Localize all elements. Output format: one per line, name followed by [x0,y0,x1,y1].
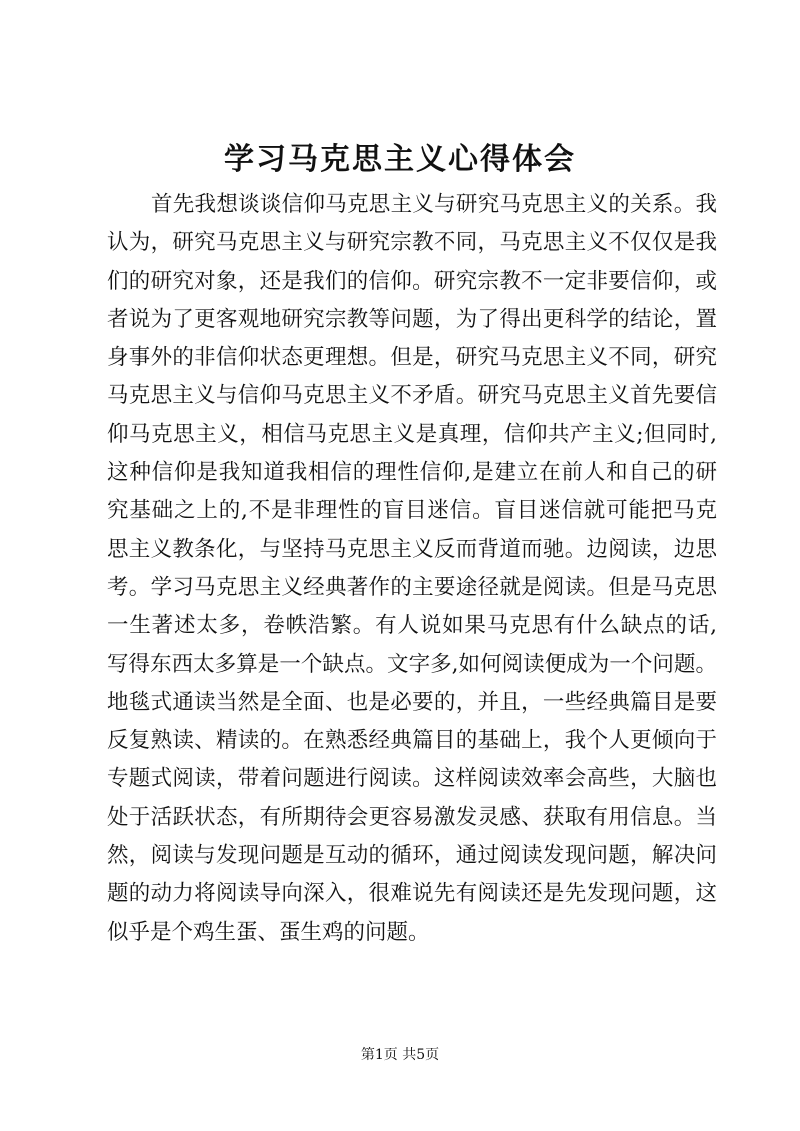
body-line: 反复熟读、精读的。在熟悉经典篇目的基础上，我个人更倾向于 [107,728,717,754]
body-line: 们的研究对象，还是我们的信仰。研究宗教不一定非要信仰，或 [107,268,717,294]
document-body [107,186,717,952]
body-line: 似乎是个鸡生蛋、蛋生鸡的问题。 [107,919,430,945]
body-line: 一生著述太多，卷帙浩繁。有人说如果马克思有什么缺点的话, [107,613,717,639]
body-line: 考。学习马克思主义经典著作的主要途径就是阅读。但是马克思 [107,574,717,600]
body-line: 地毯式通读当然是全面、也是必要的，并且，一些经典篇目是要 [107,689,717,715]
page-footer: 第1页 共5页 [360,1047,440,1063]
body-line: 处于活跃状态，有所期待会更容易激发灵感、获取有用信息。当 [107,804,717,830]
document-title: 学习马克思主义心得体会 [224,142,576,177]
body-line: 写得东西太多算是一个缺点。文字多,如何阅读便成为一个问题。 [107,651,717,677]
body-line: 仰马克思主义，相信马克思主义是真理，信仰共产主义;但同时, [107,421,717,447]
body-line: 认为，研究马克思主义与研究宗教不同，马克思主义不仅仅是我 [107,230,717,256]
body-line: 这种信仰是我知道我相信的理性信仰,是建立在前人和自己的研 [107,460,717,486]
body-line: 究基础之上的,不是非理性的盲目迷信。盲目迷信就可能把马克 [107,498,717,524]
body-line: 专题式阅读，带着问题进行阅读。这样阅读效率会高些，大脑也 [107,766,717,792]
body-line: 首先我想谈谈信仰马克思主义与研究马克思主义的关系。我 [151,192,717,217]
body-line: 题的动力将阅读导向深入，很难说先有阅读还是先发现问题，这 [107,881,717,907]
body-line: 马克思主义与信仰马克思主义不矛盾。研究马克思主义首先要信 [107,383,717,409]
body-line: 者说为了更客观地研究宗教等问题，为了得出更科学的结论，置 [107,306,717,332]
body-line: 然，阅读与发现问题是互动的循环，通过阅读发现问题，解决问 [107,843,717,869]
body-line: 思主义教条化，与坚持马克思主义反而背道而驰。边阅读，边思 [107,536,717,562]
body-line: 身事外的非信仰状态更理想。但是，研究马克思主义不同，研究 [107,345,717,371]
